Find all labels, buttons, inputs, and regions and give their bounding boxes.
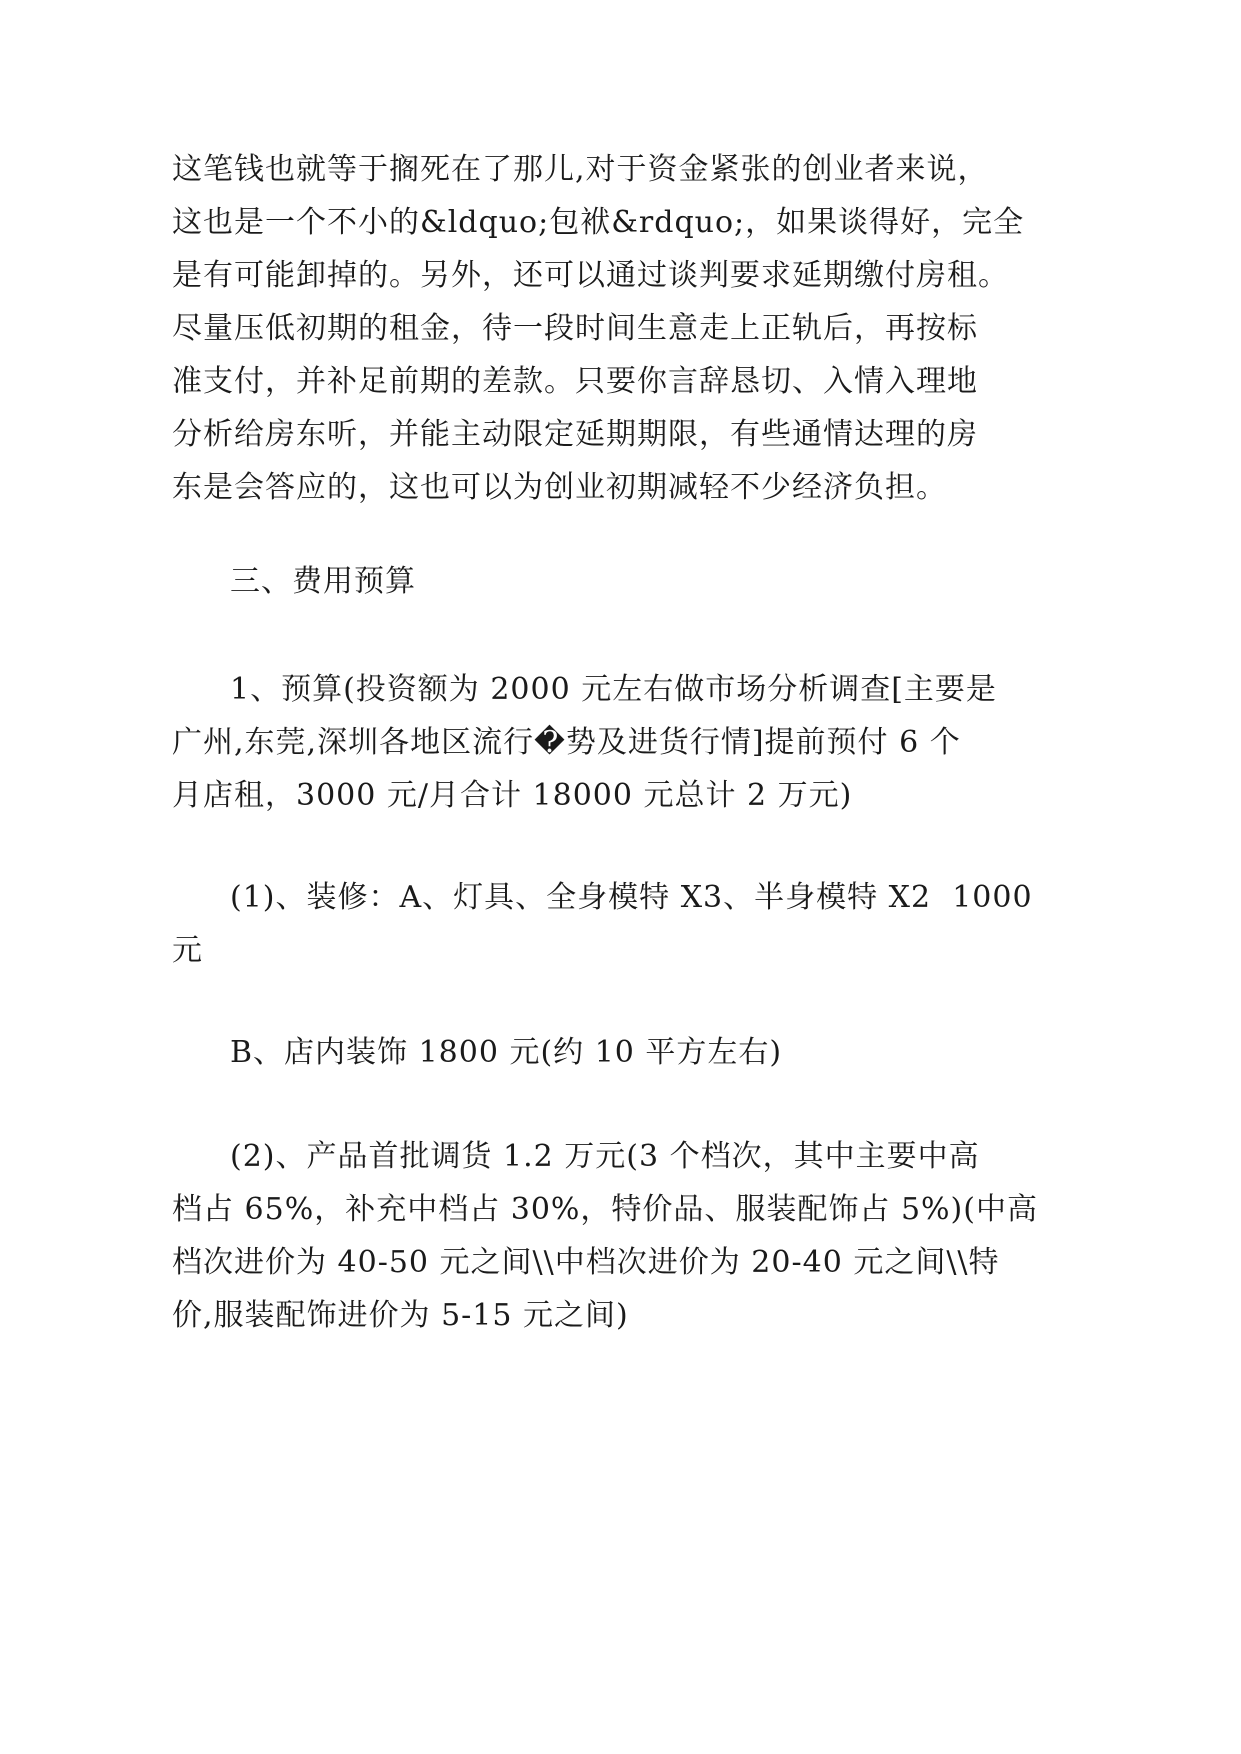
body-text-line: B、店内装饰 1800 元(约 10 平方左右) [230, 1035, 783, 1070]
body-text-line: 这笔钱也就等于搁死在了那儿,对于资金紧张的创业者来说， [172, 152, 989, 187]
body-text-line: (1)、装修：A、灯具、全身模特 X3、半身模特 X2 1000 [230, 880, 1033, 915]
body-text-line: 档占 65%，补充中档占 30%，特价品、服装配饰占 5%)(中高 [172, 1192, 1038, 1227]
body-text-line: 分析给房东听，并能主动限定延期期限，有些通情达理的房 [172, 417, 978, 452]
section-heading: 三、费用预算 [230, 564, 416, 599]
body-text-line: 尽量压低初期的租金，待一段时间生意走上正轨后，再按标 [172, 311, 978, 346]
body-text-line: 东是会答应的，这也可以为创业初期减轻不少经济负担。 [172, 470, 947, 505]
body-text-line: 月店租，3000 元/月合计 18000 元总计 2 万元) [172, 778, 853, 813]
body-text-line: 是有可能卸掉的。另外，还可以通过谈判要求延期缴付房租。 [172, 258, 1009, 293]
body-text-line: 这也是一个不小的&ldquo;包袱&rdquo;，如果谈得好，完全 [172, 205, 1025, 240]
body-text-line: 广州,东莞,深圳各地区流行�势及进货行情]提前预付 6 个 [172, 725, 961, 760]
body-text-line: 1、预算(投资额为 2000 元左右做市场分析调查[主要是 [230, 672, 997, 707]
body-text-line: 准支付，并补足前期的差款。只要你言辞恳切、入情入理地 [172, 364, 978, 399]
body-text-line: 元 [172, 933, 203, 968]
body-text-line: 价,服装配饰进价为 5-15 元之间) [172, 1298, 629, 1333]
body-text-line: (2)、产品首批调货 1.2 万元(3 个档次，其中主要中高 [230, 1139, 980, 1174]
body-text-line: 档次进价为 40-50 元之间\\中档次进价为 20-40 元之间\\特 [172, 1245, 1000, 1280]
